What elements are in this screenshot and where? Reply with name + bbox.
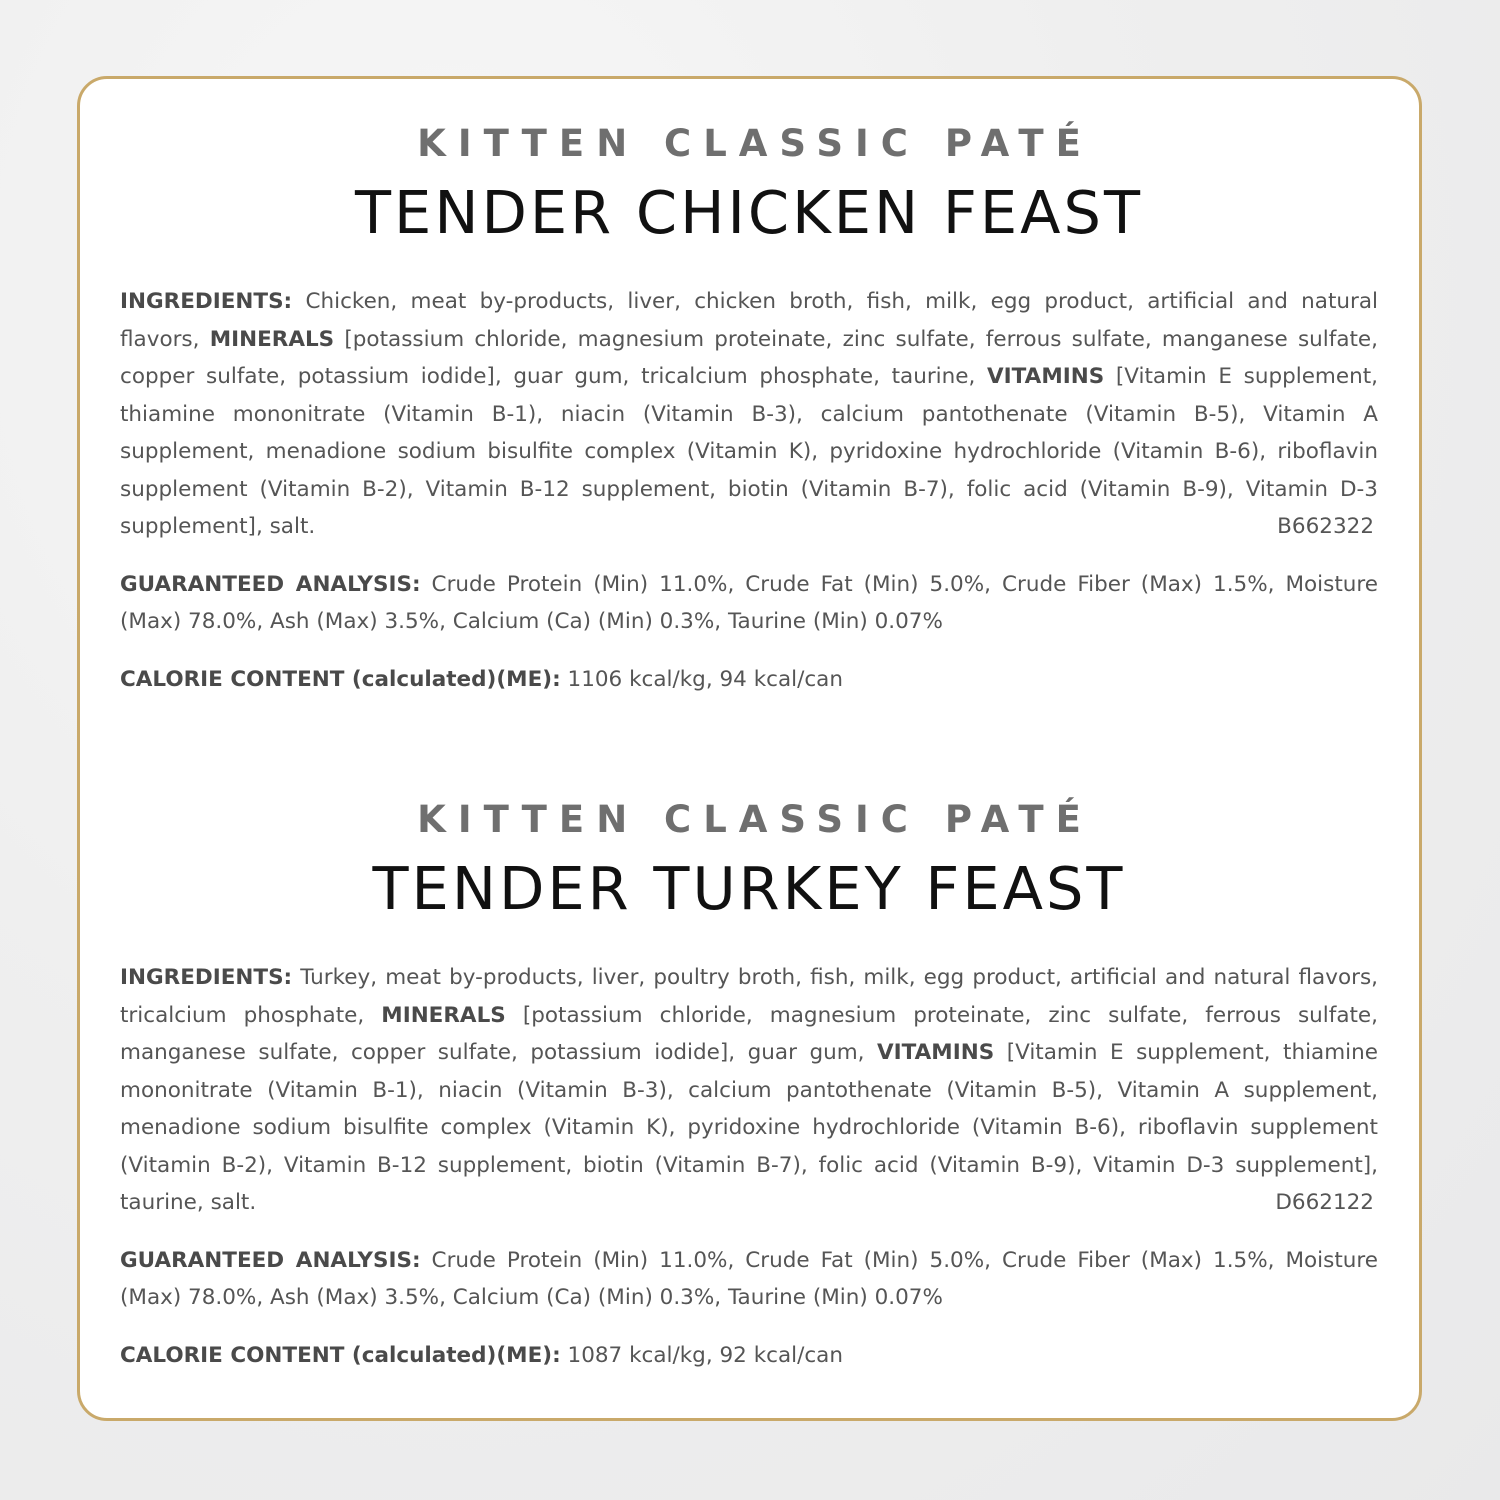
ingredients-paragraph	[120, 959, 1378, 1222]
guaranteed-analysis-paragraph	[120, 1242, 1378, 1317]
ingredients-label: INGREDIENTS:	[120, 965, 293, 990]
nutrition-card	[77, 76, 1422, 1421]
product-title: TENDER CHICKEN FEAST	[355, 178, 1143, 247]
ingredients-text: Chicken, meat by-products, liver, chicken broth, fish, milk, egg product, artificial and natural flavors,	[120, 289, 1378, 352]
ingredients-paragraph	[120, 283, 1378, 546]
minerals-label: MINERALS	[209, 326, 335, 352]
vitamins-label: VITAMINS	[877, 1040, 995, 1065]
product-code: B662322	[1277, 514, 1374, 539]
calorie-text: 1106 kcal/kg, 94 kcal/can	[560, 666, 843, 692]
ingredients-text: [potassium chloride, magnesium proteinate, zinc sulfate, ferrous sulfate, manganese sulfate, copper sulfate, potassium iodide], guar gum,	[120, 1002, 1378, 1065]
calorie-content-paragraph	[120, 661, 1378, 699]
minerals-label: MINERALS	[381, 1002, 506, 1028]
product-title: TENDER TURKEY FEAST	[372, 854, 1126, 923]
calorie-label: CALORIE CONTENT (calculated)(ME):	[120, 1342, 561, 1368]
ingredients-text: [Vitamin E supplement, thiamine mononitrate (Vitamin B-1), niacin (Vitamin B-3), calcium pantothenate (Vitamin B-5), Vitamin A supplement, menadione sodium bisulfite complex (Vitamin K), pyridoxine hydrochloride (Vitamin B-6), riboflavin supplement (Vitamin B-2), Vitamin B-12 supplement, biotin (Vitamin B-7), folic acid (Vitamin B-9), Vitamin D-3 supplement], salt.	[120, 364, 1378, 539]
chicken-feast-section	[120, 121, 1378, 698]
ingredients-label: INGREDIENTS:	[120, 289, 293, 314]
product-line-heading: KITTEN CLASSIC PATÉ	[417, 122, 1093, 165]
analysis-text: Crude Protein (Min) 11.0%, Crude Fat (Min) 5.0%, Crude Fiber (Max) 1.5%, Moisture (Max) 78.0%, Ash (Max) 3.5%, Calcium (Ca) (Min) 0.3%, Taurine (Min) 0.07%	[120, 1247, 1378, 1310]
analysis-text: Crude Protein (Min) 11.0%, Crude Fat (Min) 5.0%, Crude Fiber (Max) 1.5%, Moisture (Max) 78.0%, Ash (Max) 3.5%, Calcium (Ca) (Min) 0.3%, Taurine (Min) 0.07%	[120, 571, 1378, 634]
ingredients-text: [Vitamin E supplement, thiamine mononitrate (Vitamin B-1), niacin (Vitamin B-3), calcium pantothenate (Vitamin B-5), Vitamin A supplement, menadione sodium bisulfite complex (Vitamin K), pyridoxine hydrochloride (Vitamin B-6), riboflavin supplement (Vitamin B-2), Vitamin B-12 supplement, biotin (Vitamin B-7), folic acid (Vitamin B-9), Vitamin D-3 supplement], taurine, salt.	[120, 1040, 1378, 1215]
ingredients-text: [potassium chloride, magnesium proteinate, zinc sulfate, ferrous sulfate, manganese sulfate, copper sulfate, potassium iodide], guar gum, tricalcium phosphate, taurine,	[120, 326, 1378, 389]
analysis-label: GUARANTEED ANALYSIS:	[120, 571, 421, 597]
ingredients-text: Turkey, meat by-products, liver, poultry broth, fish, milk, egg product, artificial and natural flavors, tricalcium phosphate,	[120, 965, 1378, 1028]
analysis-label: GUARANTEED ANALYSIS:	[120, 1247, 421, 1273]
vitamins-label: VITAMINS	[987, 364, 1105, 389]
calorie-label: CALORIE CONTENT (calculated)(ME):	[120, 666, 561, 692]
calorie-content-paragraph	[120, 1337, 1378, 1375]
guaranteed-analysis-paragraph	[120, 566, 1378, 641]
product-code: D662122	[1275, 1190, 1374, 1215]
turkey-feast-section	[120, 797, 1378, 1374]
calorie-text: 1087 kcal/kg, 92 kcal/can	[560, 1342, 843, 1368]
product-line-heading: KITTEN CLASSIC PATÉ	[417, 798, 1093, 841]
